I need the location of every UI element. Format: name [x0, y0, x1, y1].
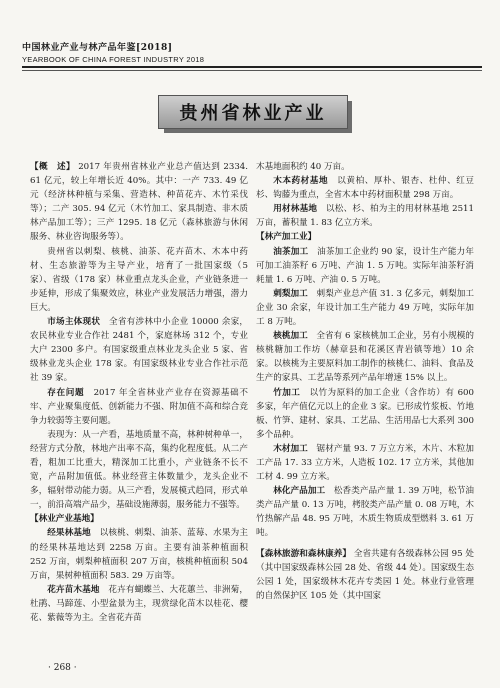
section-heading: 【林产加工业】 [256, 232, 317, 243]
market-label: 市场主体现状 [47, 317, 101, 328]
walnut-text: 全省有 6 家核桃加工企业，另有小规模的核桃糖加工作坊（赫章县和花溪区青岩镇等地）10 余家。以核桃为主要原料加工制作的核桃仁、油料、食品及生产的家具、工艺品等系列产品年增速 15% 以上。 [256, 331, 474, 384]
econ-text: 以核桃、刺梨、油茶、蓝莓、水果为主的经果林基地达到 2258 万亩。主要有油茶种植面积 252 万亩，刺梨种植面积 207 万亩，核桃种植面积 504 万亩，果树种植面积 583. 29 万亩等。 [30, 528, 248, 581]
bamboo-text: 以竹为原料的加工企业（含作坊）有 600 多家，年产值亿元以上的企业 3 家。已形成竹浆板、竹地板、竹笋、建材、家具、工艺品、生活用品七大系列 300 多个品种。 [256, 387, 474, 440]
oil-paragraph [256, 245, 474, 287]
timber-paragraph [256, 202, 474, 230]
overview-paragraph [30, 160, 248, 245]
left-column [30, 160, 248, 625]
rosa-paragraph [256, 287, 474, 329]
chem-label: 林化产品加工 [273, 486, 326, 497]
rosa-label: 刺梨加工 [273, 288, 308, 299]
wood-paragraph [256, 442, 474, 484]
page-number: · 268 · [48, 663, 77, 673]
herb-label: 木本药材基地 [273, 176, 329, 187]
tour-text: 全省共建有各级森林公园 95 处（其中国家级森林公园 28 处、省级 44 处）。国家级生态公园 1 处，国家级林木花卉专类园 1 处。林业行业管理的自然保护区 105 处（其中国家 [256, 548, 474, 601]
bamboo-paragraph [256, 386, 474, 442]
header-rule-thick [22, 66, 482, 68]
overview-label: 【概 述】 [30, 162, 76, 172]
oil-text: 油茶加工企业约 90 家，设计生产能力年可加工油茶籽 6 万吨、产油 1. 5 万吨。实际年油茶籽消耗量 1. 6 万吨、产油 0. 5 万吨。 [256, 246, 474, 285]
tour-label: 【森林旅游和森林康养】 [256, 548, 352, 559]
walnut-label: 核桃加工 [273, 331, 308, 342]
right-column [256, 160, 474, 603]
flower-text: 花卉有蝴蝶兰、大花蕙兰、非洲菊，杜鹃、马蹄莲、小型盆景为主，现赏绿化苗木以桂花、樱花、紫薇等为主。全省花卉苗 [30, 584, 248, 623]
walnut-paragraph [256, 329, 474, 385]
timber-label: 用材林基地 [273, 204, 318, 215]
econ-paragraph [30, 526, 248, 582]
paragraph: 表现为：从一产看，基地质量不高，林种树种单一，经营方式分散，林地产出率不高，集约化程度低。从二产看，粗加工比重大，精深加工比重小，产业链条不长不宽，产品附加值低。林业经营主体数量少，龙头企业不多，辐射带动能力弱。从三产看，发展模式趋同，形式单一，前沿高端产品少，基础设施薄弱，服务能力不强等。 [30, 429, 248, 511]
bamboo-label: 竹加工 [273, 387, 301, 398]
issue-text: 2017 年全省林业产业存在资源基础不牢、产业聚集度低、创新能力不强、附加值不高和综合竞争力较弱等主要问题。 [30, 387, 248, 426]
rosa-text: 刺梨产业总产值 31. 3 亿多元，刺梨加工企业 30 余家，年设计加工生产能力 49 万吨，实际年加工 8 万吨。 [256, 288, 474, 328]
chem-paragraph [256, 484, 474, 540]
wood-text: 锯材产量 93. 7 万立方米，木片、木粒加工产品 17. 33 立方米，人造板 102. 17 立方米，其他加工材 4. 99 立方米。 [256, 443, 474, 483]
econ-label: 经果林基地 [47, 528, 91, 539]
issue-label: 存在问题 [47, 387, 85, 398]
herb-paragraph [256, 174, 474, 202]
paragraph: 木基地面积约 40 万亩。 [256, 162, 350, 172]
book-title: 中国林业产业与林产品年鉴[2018] [22, 43, 173, 53]
flower-label: 花卉苗木基地 [47, 584, 100, 595]
issue-paragraph [30, 386, 248, 428]
title-box [158, 95, 348, 129]
header-rule-thin [22, 70, 482, 71]
flower-paragraph [30, 583, 248, 625]
chem-text: 松香类产品产量 1. 39 万吨，松节油类产品产量 0. 13 万吨，栲胶类产品产量 0. 08 万吨，木竹热解产品 48. 95 万吨，木质生物质成型燃料 3. 61 万吨。 [256, 486, 474, 539]
oil-label: 油茶加工 [273, 246, 309, 257]
overview-text: 2017 年贵州省林业产业总产值达到 2334. 61 亿元，较上年增长近 40%。其中：一产 733. 49 亿元（经济林种植与采集、营造林、种苗花卉、木竹采伐等）；二产 305. 94 亿元（木竹加工、家具制造、非木质林产品加工等）；三产 1295. 18 亿元（森林旅游与休闲服务、林业咨询服务等）。 [30, 162, 249, 243]
tour-paragraph [256, 547, 474, 603]
timber-text: 以松、杉、柏为主的用材林基地 2511 万亩，蓄积量 1. 83 亿立方米。 [256, 204, 474, 229]
herb-text: 以黄柏、厚朴、银杏、杜仲、红豆杉、钩藤为重点，全省木本中药材面积量 298 万亩。 [256, 176, 474, 201]
book-title-en: YEARBOOK OF CHINA FOREST INDUSTRY 2018 [22, 55, 205, 64]
market-paragraph [30, 315, 248, 385]
market-text: 全省有涉林中小企业 10000 余家，农民林业专业合作社 2481 个，家庭林场 312 个，专业大户 2300 多户。有国家级重点林业龙头企业 5 家、省级林业龙头企业 178 家。有国家级林业专业合作社示范社 39 家。 [30, 317, 248, 384]
section-heading: 【林业产业基地】 [30, 514, 99, 525]
page-title: 贵州省林业产业 [179, 103, 327, 124]
wood-label: 木材加工 [273, 443, 308, 454]
header [22, 40, 482, 64]
paragraph: 贵州省以刺梨、核桃、油茶、花卉苗木、木本中药材、生态旅游等为主导产业，培育了一批国家级（5 家）、省级（178 家）林业重点龙头企业，产业链条进一步延伸，形成了集聚效应，林业产业发展活力增强，潜力巨大。 [30, 246, 248, 313]
